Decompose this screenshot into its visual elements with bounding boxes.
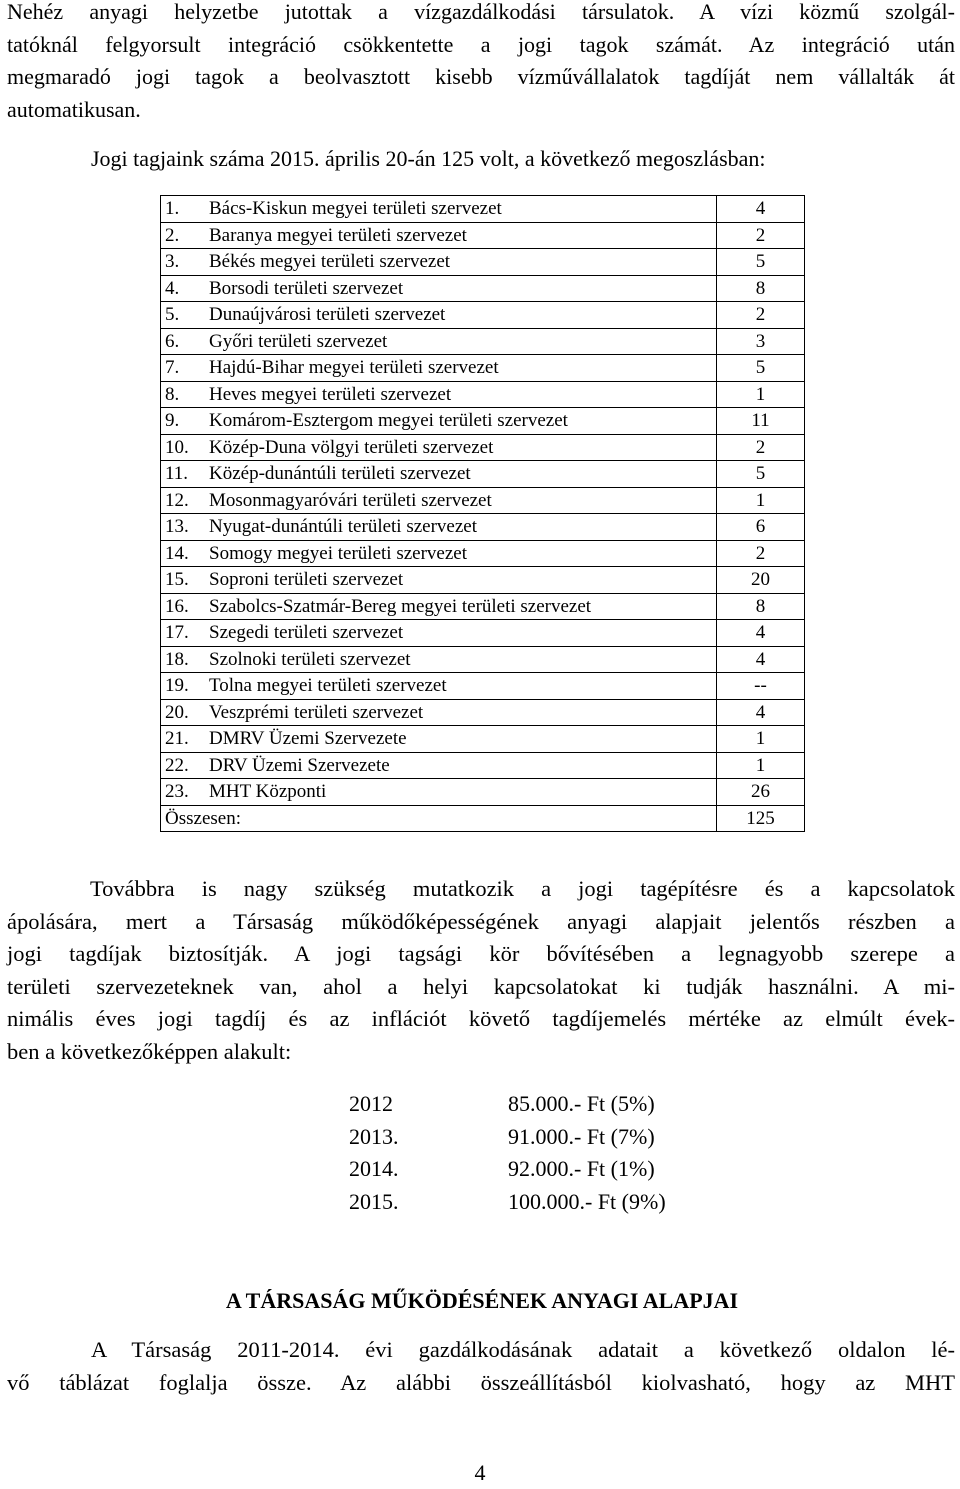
fee-row xyxy=(349,1088,666,1121)
row-number: 12. xyxy=(165,489,189,511)
table-row xyxy=(161,514,805,541)
organization-cell xyxy=(161,593,717,620)
fee-amount: 92.000.- Ft (1%) xyxy=(508,1156,655,1181)
member-count-cell: 5 xyxy=(717,355,805,382)
organization-cell xyxy=(161,567,717,594)
fee-year: 2013. xyxy=(349,1123,399,1149)
text-line: területi szervezeteknek van, ahol a helyi kapcsolatokat ki tudják használni. A mi- xyxy=(7,973,955,999)
member-count-cell: 6 xyxy=(717,514,805,541)
row-number: 20. xyxy=(165,701,189,723)
table-row xyxy=(161,540,805,567)
organization-name: Szegedi területi szervezet xyxy=(209,622,404,643)
text-line: A Társaság 2011-2014. évi gazdálkodásának adatait a következő oldalon lé- xyxy=(91,1337,955,1362)
organization-name: Komárom-Esztergom megyei területi szervezet xyxy=(209,410,568,431)
fee-amount: 91.000.- Ft (7%) xyxy=(508,1123,655,1149)
organization-name: Tolna megyei területi szervezet xyxy=(209,675,447,696)
organization-name: MHT Központi xyxy=(209,781,327,802)
total-count-cell: 125 xyxy=(717,805,805,832)
organization-cell xyxy=(161,646,717,673)
row-number: 23. xyxy=(165,781,189,802)
organization-cell xyxy=(161,699,717,726)
organization-name: Nyugat-dunántúli területi szervezet xyxy=(209,516,478,537)
organization-cell xyxy=(161,275,717,302)
organization-cell xyxy=(161,726,717,753)
table-row xyxy=(161,620,805,647)
table-row xyxy=(161,196,805,223)
organization-name: Borsodi területi szervezet xyxy=(209,277,404,299)
fee-amount: 85.000.- Ft (5%) xyxy=(508,1091,655,1116)
organization-name: Baranya megyei területi szervezet xyxy=(209,224,467,246)
table-row xyxy=(161,593,805,620)
member-count-cell: 2 xyxy=(717,434,805,461)
row-number: 19. xyxy=(165,675,189,696)
organization-name: Közép-Duna völgyi területi szervezet xyxy=(209,436,494,458)
fee-year: 2012 xyxy=(349,1091,393,1116)
row-number: 1. xyxy=(165,198,180,219)
table-row xyxy=(161,222,805,249)
row-number: 7. xyxy=(165,357,180,378)
member-count-cell: 11 xyxy=(717,408,805,435)
organization-cell xyxy=(161,514,717,541)
row-number: 5. xyxy=(165,304,180,325)
member-count-cell: 2 xyxy=(717,540,805,567)
table-row xyxy=(161,699,805,726)
table-row xyxy=(161,752,805,779)
table-row xyxy=(161,646,805,673)
organization-cell xyxy=(161,381,717,408)
organization-cell xyxy=(161,752,717,779)
text-line: ben a következőképpen alakult: xyxy=(7,1038,292,1064)
paragraph-intro xyxy=(7,0,955,126)
organization-cell xyxy=(161,249,717,276)
organization-cell xyxy=(161,222,717,249)
organization-name: Heves megyei területi szervezet xyxy=(209,383,452,405)
table-row xyxy=(161,726,805,753)
row-number: 16. xyxy=(165,595,189,617)
total-label-cell xyxy=(161,805,717,832)
text-line: tatóknál felgyorsult integráció csökkentette a jogi tagok számát. Az integráció után xyxy=(7,31,955,57)
organization-cell xyxy=(161,779,717,806)
organization-cell xyxy=(161,328,717,355)
row-number: 3. xyxy=(165,251,180,272)
member-count-cell: 8 xyxy=(717,275,805,302)
organization-name: Dunaújvárosi területi szervezet xyxy=(209,304,446,325)
fee-row xyxy=(349,1186,666,1219)
organization-name: DRV Üzemi Szervezete xyxy=(209,754,390,776)
member-count-cell: 1 xyxy=(717,381,805,408)
row-number: 9. xyxy=(165,410,180,431)
organization-name: Mosonmagyaróvári területi szervezet xyxy=(209,489,492,511)
paragraph-membership xyxy=(7,873,955,1068)
organization-name: Szabolcs-Szatmár-Bereg megyei területi szervezet xyxy=(209,595,592,617)
table-row xyxy=(161,355,805,382)
organization-name: Győri területi szervezet xyxy=(209,330,388,352)
organization-cell xyxy=(161,673,717,700)
organization-name: Somogy megyei területi szervezet xyxy=(209,542,467,564)
organization-cell xyxy=(161,540,717,567)
member-count-cell: 3 xyxy=(717,328,805,355)
table-row xyxy=(161,461,805,488)
fee-amount: 100.000.- Ft (9%) xyxy=(508,1188,666,1214)
member-count-cell: 4 xyxy=(717,646,805,673)
organization-name: Szolnoki területi szervezet xyxy=(209,648,411,670)
row-number: 18. xyxy=(165,648,189,670)
row-number: 14. xyxy=(165,542,189,564)
table-row xyxy=(161,408,805,435)
organization-name: Békés megyei területi szervezet xyxy=(209,251,451,272)
member-count-cell: 2 xyxy=(717,302,805,329)
fee-row xyxy=(349,1121,666,1154)
organization-cell xyxy=(161,355,717,382)
organization-cell xyxy=(161,408,717,435)
members-intro: Jogi tagjaink száma 2015. április 20-án 125 volt, a következő megoszlásban: xyxy=(91,146,766,171)
fee-year: 2014. xyxy=(349,1156,399,1181)
table-row xyxy=(161,381,805,408)
table-total-row xyxy=(161,805,805,832)
row-number: 15. xyxy=(165,569,189,590)
organization-cell xyxy=(161,434,717,461)
text-line: automatikusan. xyxy=(7,96,141,122)
table-row xyxy=(161,487,805,514)
table-row xyxy=(161,673,805,700)
row-number: 11. xyxy=(165,463,189,484)
organization-name: Közép-dunántúli területi szervezet xyxy=(209,463,471,484)
paragraph-finances xyxy=(7,1334,955,1399)
member-count-cell: 26 xyxy=(717,779,805,806)
text-line: Továbbra is nagy szükség mutatkozik a jogi tagépítésre és a kapcsolatok xyxy=(90,876,955,901)
total-label: Összesen: xyxy=(165,807,241,829)
row-number: 6. xyxy=(165,330,180,352)
member-count-cell: 2 xyxy=(717,222,805,249)
member-count-cell: 1 xyxy=(717,752,805,779)
members-table xyxy=(160,195,805,832)
fee-row xyxy=(349,1153,666,1186)
organization-name: Veszprémi területi szervezet xyxy=(209,701,424,723)
row-number: 22. xyxy=(165,754,189,776)
table-row xyxy=(161,434,805,461)
organization-name: Bács-Kiskun megyei területi szervezet xyxy=(209,198,502,219)
members-table-body xyxy=(161,196,805,832)
member-count-cell: 1 xyxy=(717,726,805,753)
member-count-cell: 4 xyxy=(717,196,805,223)
text-line: ápolására, mert a Társaság működőképességének anyagi alapjait jelentős részben a xyxy=(7,908,955,934)
page-number: 4 xyxy=(474,1460,486,1485)
member-count-cell: -- xyxy=(717,673,805,700)
member-count-cell: 1 xyxy=(717,487,805,514)
organization-cell xyxy=(161,620,717,647)
fee-list xyxy=(349,1088,666,1218)
table-row xyxy=(161,249,805,276)
member-count-cell: 4 xyxy=(717,620,805,647)
text-line: nimális éves jogi tagdíj és az inflációt követő tagdíjemelés mértéke az elmúlt évek- xyxy=(7,1006,955,1031)
row-number: 17. xyxy=(165,622,189,643)
row-number: 21. xyxy=(165,728,189,749)
text-line: jogi tagdíjak biztosítják. A jogi tagsági kör bővítésében a legnagyobb szerepe a xyxy=(7,941,955,966)
table-row xyxy=(161,302,805,329)
table-row xyxy=(161,275,805,302)
row-number: 2. xyxy=(165,224,180,246)
member-count-cell: 4 xyxy=(717,699,805,726)
organization-name: Hajdú-Bihar megyei területi szervezet xyxy=(209,357,499,378)
organization-cell xyxy=(161,302,717,329)
member-count-cell: 5 xyxy=(717,249,805,276)
text-line: vő táblázat foglalja össze. Az alábbi összeállításból kiolvasható, hogy az MHT xyxy=(7,1369,955,1395)
row-number: 4. xyxy=(165,277,180,299)
table-row xyxy=(161,567,805,594)
organization-cell xyxy=(161,461,717,488)
text-line: Nehéz anyagi helyzetbe jutottak a vízgazdálkodási társulatok. A vízi közmű szolgál- xyxy=(7,0,955,24)
member-count-cell: 20 xyxy=(717,567,805,594)
organization-name: DMRV Üzemi Szervezete xyxy=(209,728,407,749)
fee-year: 2015. xyxy=(349,1188,399,1214)
row-number: 13. xyxy=(165,516,189,537)
row-number: 8. xyxy=(165,383,180,405)
member-count-cell: 8 xyxy=(717,593,805,620)
table-row xyxy=(161,779,805,806)
row-number: 10. xyxy=(165,436,189,458)
table-row xyxy=(161,328,805,355)
organization-cell xyxy=(161,196,717,223)
member-count-cell: 5 xyxy=(717,461,805,488)
organization-name: Soproni területi szervezet xyxy=(209,569,404,590)
organization-cell xyxy=(161,487,717,514)
section-heading: A TÁRSASÁG MŰKÖDÉSÉNEK ANYAGI ALAPJAI xyxy=(225,1288,739,1313)
text-line: megmaradó jogi tagok a beolvasztott kisebb vízművállalatok tagdíját nem vállalták át xyxy=(7,64,955,89)
